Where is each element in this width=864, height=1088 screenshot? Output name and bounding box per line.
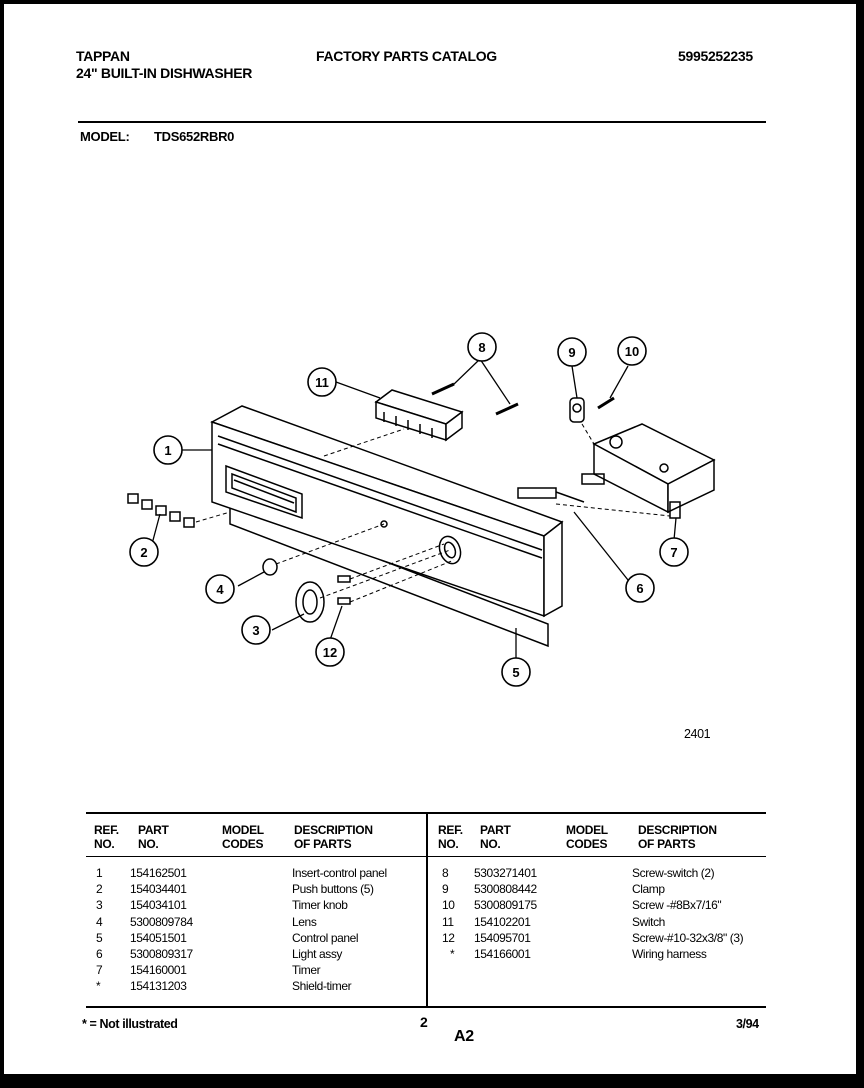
footnote: * = Not illustrated — [82, 1017, 178, 1031]
callout-label-1: 1 — [164, 443, 172, 458]
table-row: * 154131203 Shield-timer — [96, 979, 352, 994]
catalog-number: 5995252235 — [678, 48, 753, 64]
figure-number: 2401 — [684, 727, 711, 741]
table-divider — [426, 812, 428, 1006]
parts-table-left — [96, 866, 422, 996]
callout-label-8: 8 — [478, 340, 486, 355]
callout-label-2: 2 — [140, 545, 148, 560]
callout-label-5: 5 — [512, 665, 520, 680]
callout-label-4: 4 — [216, 582, 224, 597]
callout-label-6: 6 — [636, 581, 644, 596]
table-row: 12 154095701 Screw-#10-32x3/8" (3) — [442, 930, 744, 945]
model-label: MODEL: — [80, 129, 130, 144]
ref-header: REF. NO. — [94, 823, 119, 851]
table-row: * 154166001 Wiring harness — [450, 946, 707, 961]
callout-label-11: 11 — [315, 375, 329, 390]
model-number: TDS652RBR0 — [154, 129, 235, 144]
table-row: 3 154034101 Timer knob — [96, 898, 348, 913]
catalog-title: FACTORY PARTS CATALOG — [316, 48, 497, 64]
table-row: 10 5300809175 Screw -#8Bx7/16" — [442, 898, 722, 913]
brand: TAPPAN — [76, 48, 130, 64]
section-code: A2 — [454, 1028, 474, 1045]
table-row: 5 154051501 Control panel — [96, 930, 359, 945]
callout-label-10: 10 — [624, 344, 640, 359]
table-row: 11 154102201 Switch — [442, 914, 665, 929]
description-header: DESCRIPTION OF PARTS — [294, 823, 373, 851]
table-row: 4 5300809784 Lens — [96, 914, 317, 929]
part-header: PART NO. — [138, 823, 169, 851]
callout-label-12: 12 — [322, 645, 338, 660]
callout-label-9: 9 — [568, 345, 576, 360]
push-buttons — [128, 494, 194, 527]
model-codes-header: MODEL CODES — [222, 823, 264, 851]
switch-part — [376, 390, 462, 440]
product-name: 24" BUILT-IN DISHWASHER — [76, 65, 253, 81]
part-header-right: PART NO. — [480, 823, 511, 851]
description-header-right: DESCRIPTION OF PARTS — [638, 823, 717, 851]
header-divider — [86, 856, 766, 857]
table-row: 1 154162501 Insert-control panel — [96, 866, 387, 880]
table-row: 8 5303271401 Screw-switch (2) — [442, 866, 715, 880]
parts-table-right — [442, 866, 772, 963]
table-row: 6 5300809317 Light assy — [96, 946, 343, 961]
callout-label-7: 7 — [670, 545, 678, 560]
parts-catalog-page — [4, 4, 856, 1074]
table-row: 2 154034401 Push buttons (5) — [96, 882, 374, 897]
timer-part — [582, 424, 714, 518]
model-codes-header-right: MODEL CODES — [566, 823, 608, 851]
ref-header-right: REF. NO. — [438, 823, 463, 851]
revision-date: 3/94 — [736, 1017, 759, 1031]
callout-label-3: 3 — [252, 623, 260, 638]
page-number: 2 — [420, 1014, 428, 1030]
table-row: 9 5300808442 Clamp — [442, 882, 665, 897]
table-row: 7 154160001 Timer — [96, 963, 321, 978]
